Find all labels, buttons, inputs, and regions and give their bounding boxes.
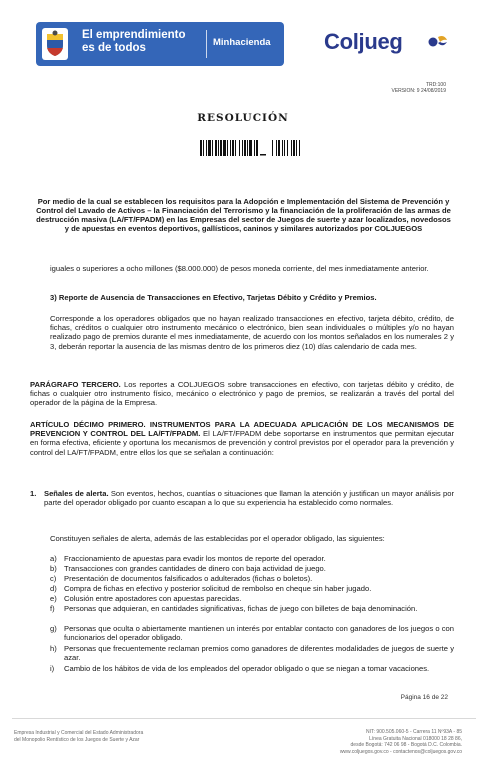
item-text: Cambio de los hábitos de vida de los empleados del operador obligado o que se niegan a tomar vacaciones.	[64, 664, 430, 673]
paragraph-absence-report: Corresponde a los operadores obligados que no hayan realizado transacciones en efectivo, tarjeta débito, crédito, de fichas, créditos o cualquier otro instrumento mecánico o electrónico, bien sean individuales o múltiples y/o no hayan realizado pago de premios durante el mes inmediatamente, de acuerdo con los montos señalados en los numerales 2 y 3, deberán reportar la ausencia de las mismas dentro de los primeros diez (10) días calendario de cada mes.	[50, 314, 454, 351]
footer-contact	[262, 729, 462, 755]
banner-divider	[206, 30, 207, 58]
alert-signals-text: Son eventos, hechos, cuantías o situaciones que llaman la atención y justifican un mayor análisis por parte del operador obligado por cuanto escapan a lo que su experiencia ha establecido como normales.	[44, 489, 454, 508]
section-heading-3: 3) Reporte de Ausencia de Transacciones en Efectivo, Tarjetas Débito y Crédito y Premios.	[50, 293, 377, 302]
item-letter: b)	[50, 564, 57, 573]
item-letter: c)	[50, 574, 57, 583]
banner-slogan-line1: El emprendimiento	[82, 29, 186, 41]
item-text: Presentación de documentos falsificados o adulterados (fichas o boletos).	[64, 574, 313, 583]
banner-slogan-line2: es de todos	[82, 42, 146, 54]
footer-divider	[12, 718, 476, 719]
barcode-image	[200, 140, 300, 156]
footer-nit: NIT: 900.505.060-5 - Carrera 11 Nº93A - 85	[366, 729, 462, 735]
item-text: Fraccionamiento de apuestas para evadir los montos de reporte del operador.	[64, 554, 326, 563]
item-letter: f)	[50, 604, 55, 613]
item-text: Personas que adquieran, en cantidades significativas, fichas de juego con billetes de baja denominación.	[64, 604, 418, 613]
page-number: Página 16 de 22	[400, 694, 448, 701]
footer-hotline: Línea Gratuita Nacional 018000 18 28 86,	[369, 735, 462, 742]
item-text: Personas que oculta o abiertamente mantienen un interés por entablar contacto con ganadores de los juegos o con funcionarios del operador obligado.	[64, 624, 454, 643]
item-text: Colusión entre apostadores con apuestas parecidas.	[64, 594, 242, 603]
document-title: RESOLUCIÓN	[197, 112, 289, 124]
footer-web-email: www.coljuegos.gov.co - contactenos@coljuegos.gov.co	[339, 748, 462, 755]
footer-bogota-phone: desde Bogotá: 742 06 98 - Bogotá D.C. Colombia.	[350, 742, 462, 748]
item-text: Personas que frecuentemente reclaman premios como ganadores de diferentes modalidades de juegos de suerte y azar.	[64, 644, 454, 663]
paragraph-paragrafo-tercero	[30, 380, 454, 408]
section-number: 1.	[30, 489, 37, 498]
version-label: VERSION: 9 24/08/2019	[391, 88, 446, 94]
footer-entity-line1: Empresa Industrial y Comercial del Estado Administradora	[14, 730, 144, 736]
colombia-coat-of-arms-icon	[42, 28, 68, 60]
coljuegos-logo-mark-icon	[428, 34, 448, 48]
footer-entity	[14, 730, 224, 743]
paragrafo-label: PARÁGRAFO TERCERO.	[30, 380, 121, 389]
coljuegos-logo: Coljueg	[324, 29, 403, 54]
alert-signals-label: Señales de alerta.	[44, 489, 109, 498]
trd-code: TRD:100	[425, 82, 446, 88]
item-letter: a)	[50, 554, 57, 563]
item-letter: i)	[50, 664, 55, 673]
item-letter: e)	[50, 594, 57, 603]
ministry-label: Minhacienda	[213, 37, 271, 48]
paragraph-amount: iguales o superiores a ocho millones ($8.000.000) de pesos moneda corriente, del mes inmediatamente anterior.	[50, 264, 429, 273]
item-letter: d)	[50, 584, 57, 593]
item-letter: h)	[50, 644, 57, 653]
item-letter: g)	[50, 624, 57, 633]
article-heading: ARTÍCULO DÉCIMO PRIMERO. INSTRUMENTOS PARA LA ADECUADA APLICACIÓN DE LOS MECANISMOS DE PREVENCION Y CONTROL DEL LA/FT/FPADM.	[30, 420, 454, 439]
document-version	[392, 82, 446, 94]
resolution-summary: Por medio de la cual se establecen los requisitos para la Adopción e Implementación del Sistema de Prevención y Control del Lavado de Activos – la Financiación del Terrorismo y la financiación de la proliferación de las armas de destrucción masiva (LA/FT/FPADM) en las Empresas del sector de Juegos de suerte y azar localizados, novedosos y de apuestas en eventos deportivos, gallísticos, caninos y similares autorizados por COLJUEGOS	[36, 197, 451, 233]
article-eleventh	[30, 420, 454, 457]
alert-signals-intro: Constituyen señales de alerta, además de las establecidas por el operador obligado, las siguientes:	[50, 534, 385, 543]
item-text: Transacciones con grandes cantidades de dinero con baja actividad de juego.	[64, 564, 326, 573]
government-banner	[36, 22, 284, 66]
footer-entity-line2: del Monopolio Rentístico de los Juegos de Suerte y Azar	[14, 736, 140, 743]
item-text: Compra de fichas en efectivo y posterior solicitud de rembolso en cheque sin haber jugado.	[64, 584, 372, 593]
article-text: El LA/FT/FPADM debe soportarse en instrumentos que permitan ejecutar en forma efectiva, eficiente y oportuna los mecanismos de prevención y control previstos por el operador para la prevención y control del LA/FT/FPADM, entre ellos los que se señalan a continuación:	[30, 429, 454, 457]
paragrafo-text: Los reportes a COLJUEGOS sobre transacciones en efectivo, con tarjetas débito y crédito, de fichas o cualquier otro instrumento físico, mecánico o electrónico y pago de premios, se realizarán a través del portal del operador de la página de la Empresa.	[30, 380, 454, 408]
